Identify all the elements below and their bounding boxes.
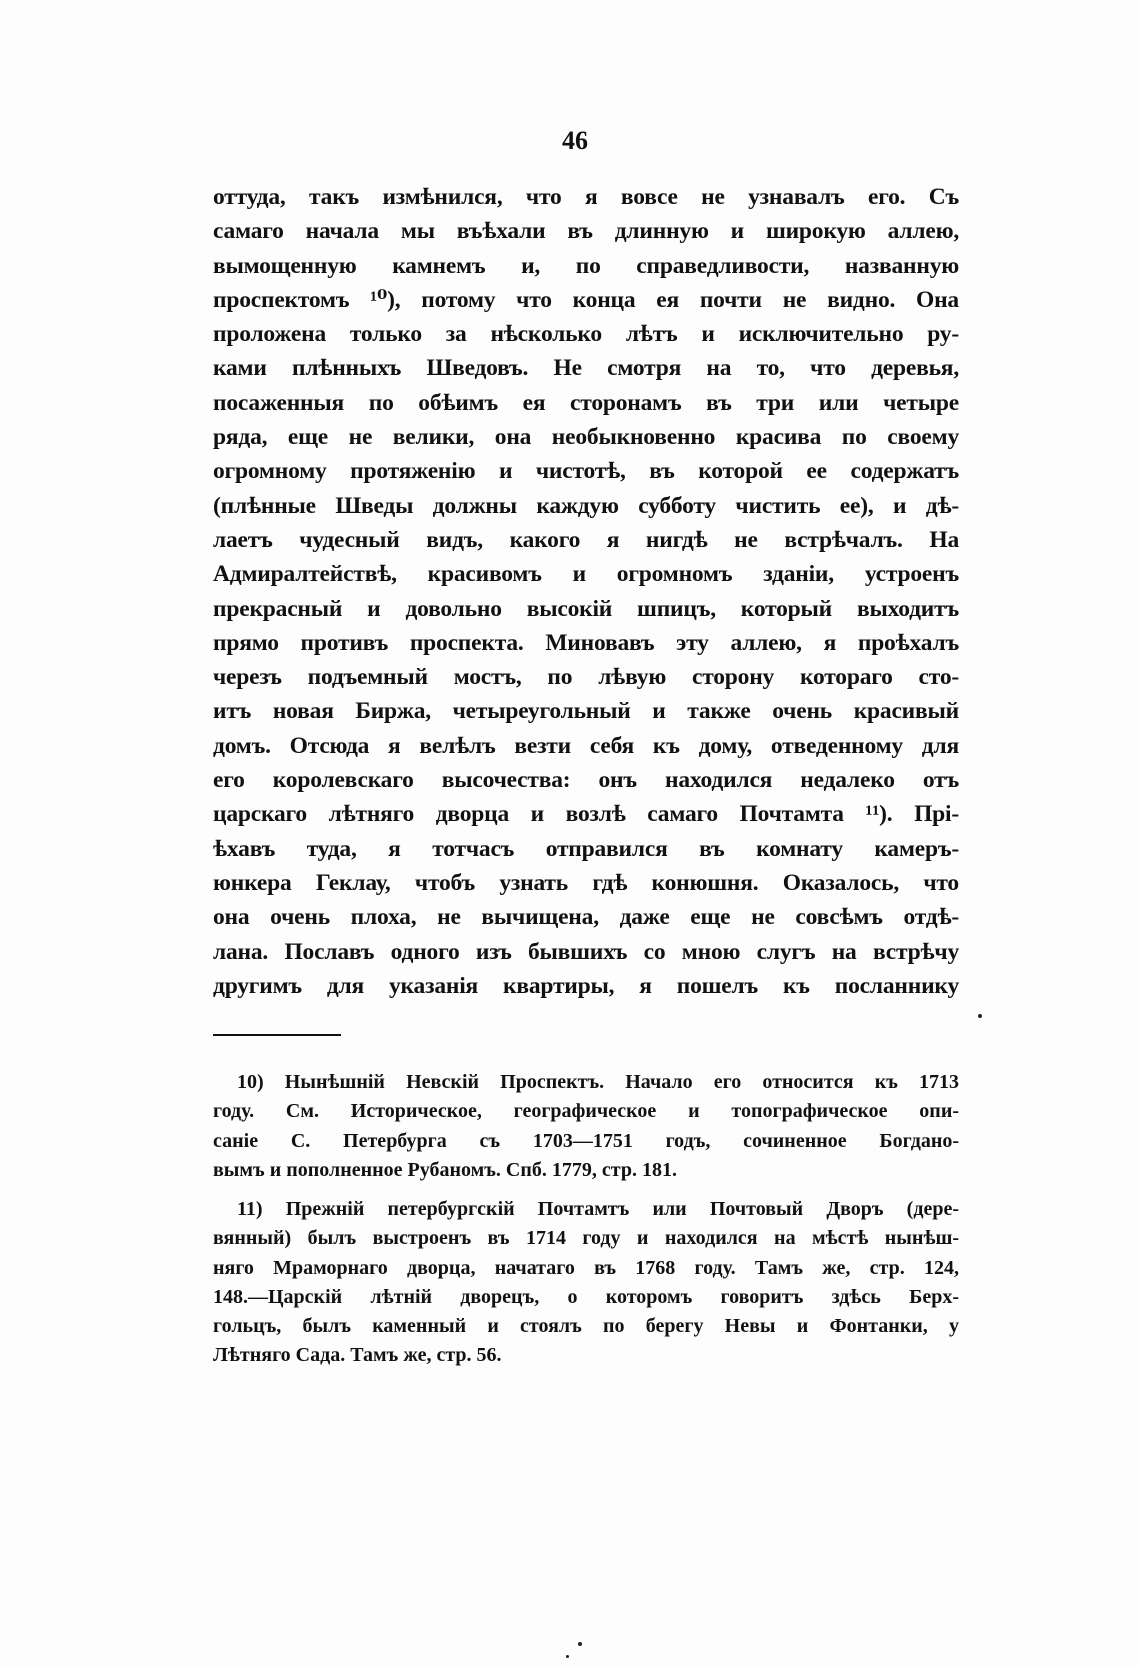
text-line: прекрасный и довольно высокій шпицъ, который выходитъ <box>213 595 959 622</box>
text-line: посаженныя по обѣимъ ея сторонамъ въ три или четыре <box>213 389 959 416</box>
text-line: Адмиралтействѣ, красивомъ и огромномъ зданіи, устроенъ <box>213 561 959 588</box>
footnote-11 <box>213 1195 959 1371</box>
footnote-line: няго Мраморнаго дворца, начатаго въ 1768 году. Тамъ же, стр. 124, <box>213 1256 959 1279</box>
footnote-divider <box>213 1034 341 1036</box>
text-line: итъ новая Биржа, четыреугольный и также очень красивый <box>213 698 959 725</box>
text-line: лаетъ чудесный видъ, какого я нигдѣ не встрѣчалъ. На <box>213 526 959 553</box>
text-line: самаго начала мы въѣхали въ длинную и широкую аллею, <box>213 218 959 245</box>
text-line: проложена только за нѣсколько лѣтъ и исключительно ру- <box>213 321 959 348</box>
text-line: (плѣнные Шведы должны каждую субботу чистить ее), и дѣ- <box>213 492 959 519</box>
main-text <box>213 180 959 1003</box>
text-line: ѣхавъ туда, я тотчасъ отправился въ комнату камеръ- <box>213 835 959 862</box>
text-line: царскаго лѣтняго дворца и возлѣ самаго Почтамта ¹¹). Прі- <box>213 801 959 828</box>
text-line: лана. Пославъ одного изъ бывшихъ со мною слугъ на встрѣчу <box>213 938 959 965</box>
footnote-line: вянный) былъ выстроенъ въ 1714 году и находился на мѣстѣ нынѣш- <box>213 1227 959 1250</box>
footnote-line: году. См. Историческое, географическое и топографическое опи- <box>213 1100 959 1123</box>
text-line: вымощенную камнемъ и, по справедливости, названную <box>213 252 959 279</box>
text-line: черезъ подъемный мостъ, по лѣвую сторону котораго сто- <box>213 664 959 691</box>
footnote-line: саніе С. Петербурга съ 1703—1751 годъ, сочиненное Богдано- <box>213 1129 959 1152</box>
text-line: домъ. Отсюда я велѣлъ везти себя къ дому, отведенному для <box>213 732 959 759</box>
text-line: ряда, еще не велики, она необыкновенно красива по своему <box>213 424 959 451</box>
text-line: прямо противъ проспекта. Миновавъ эту аллею, я проѣхалъ <box>213 629 959 656</box>
text-line: другимъ для указанія квартиры, я пошелъ къ посланнику <box>213 972 959 999</box>
footnote-line: вымъ и пополненное Рубаномъ. Спб. 1779, стр. 181. <box>213 1158 677 1181</box>
scan-speck <box>566 1655 569 1658</box>
text-line: огромному протяженію и чистотѣ, въ которой ее содержатъ <box>213 458 959 485</box>
footnote-line: гольцъ, былъ каменный и стоялъ по берегу Невы и Фонтанки, у <box>213 1315 959 1338</box>
text-line: его королевскаго высочества: онъ находился недалеко отъ <box>213 767 959 794</box>
text-line: оттуда, такъ измѣнился, что я вовсе не узнавалъ его. Съ <box>213 184 959 210</box>
footnote-line: 11) Прежній петербургскій Почтамтъ или Почтовый Дворъ (дере- <box>237 1198 959 1220</box>
footnote-line: 10) Нынѣшній Невскій Проспектъ. Начало его относится къ 1713 <box>237 1071 959 1093</box>
footnote-line: Лѣтняго Сада. Тамъ же, стр. 56. <box>213 1344 502 1367</box>
scan-speck <box>978 1014 982 1018</box>
page-number: 46 <box>562 126 588 155</box>
text-line: ками плѣнныхъ Шведовъ. Не смотря на то, что деревья, <box>213 355 959 382</box>
footnote-line: 148.—Царскій лѣтній дворецъ, о которомъ говоритъ здѣсь Берх- <box>213 1285 959 1308</box>
text-line: юнкера Геклау, чтобъ узнать гдѣ конюшня. Оказалось, что <box>213 869 959 896</box>
text-line: она очень плоха, не вычищена, даже еще не совсѣмъ отдѣ- <box>213 904 959 931</box>
scan-speck <box>578 1642 582 1646</box>
footnote-10 <box>213 1068 959 1185</box>
text-line: проспектомъ ¹⁰), потому что конца ея почти не видно. Она <box>213 286 959 313</box>
